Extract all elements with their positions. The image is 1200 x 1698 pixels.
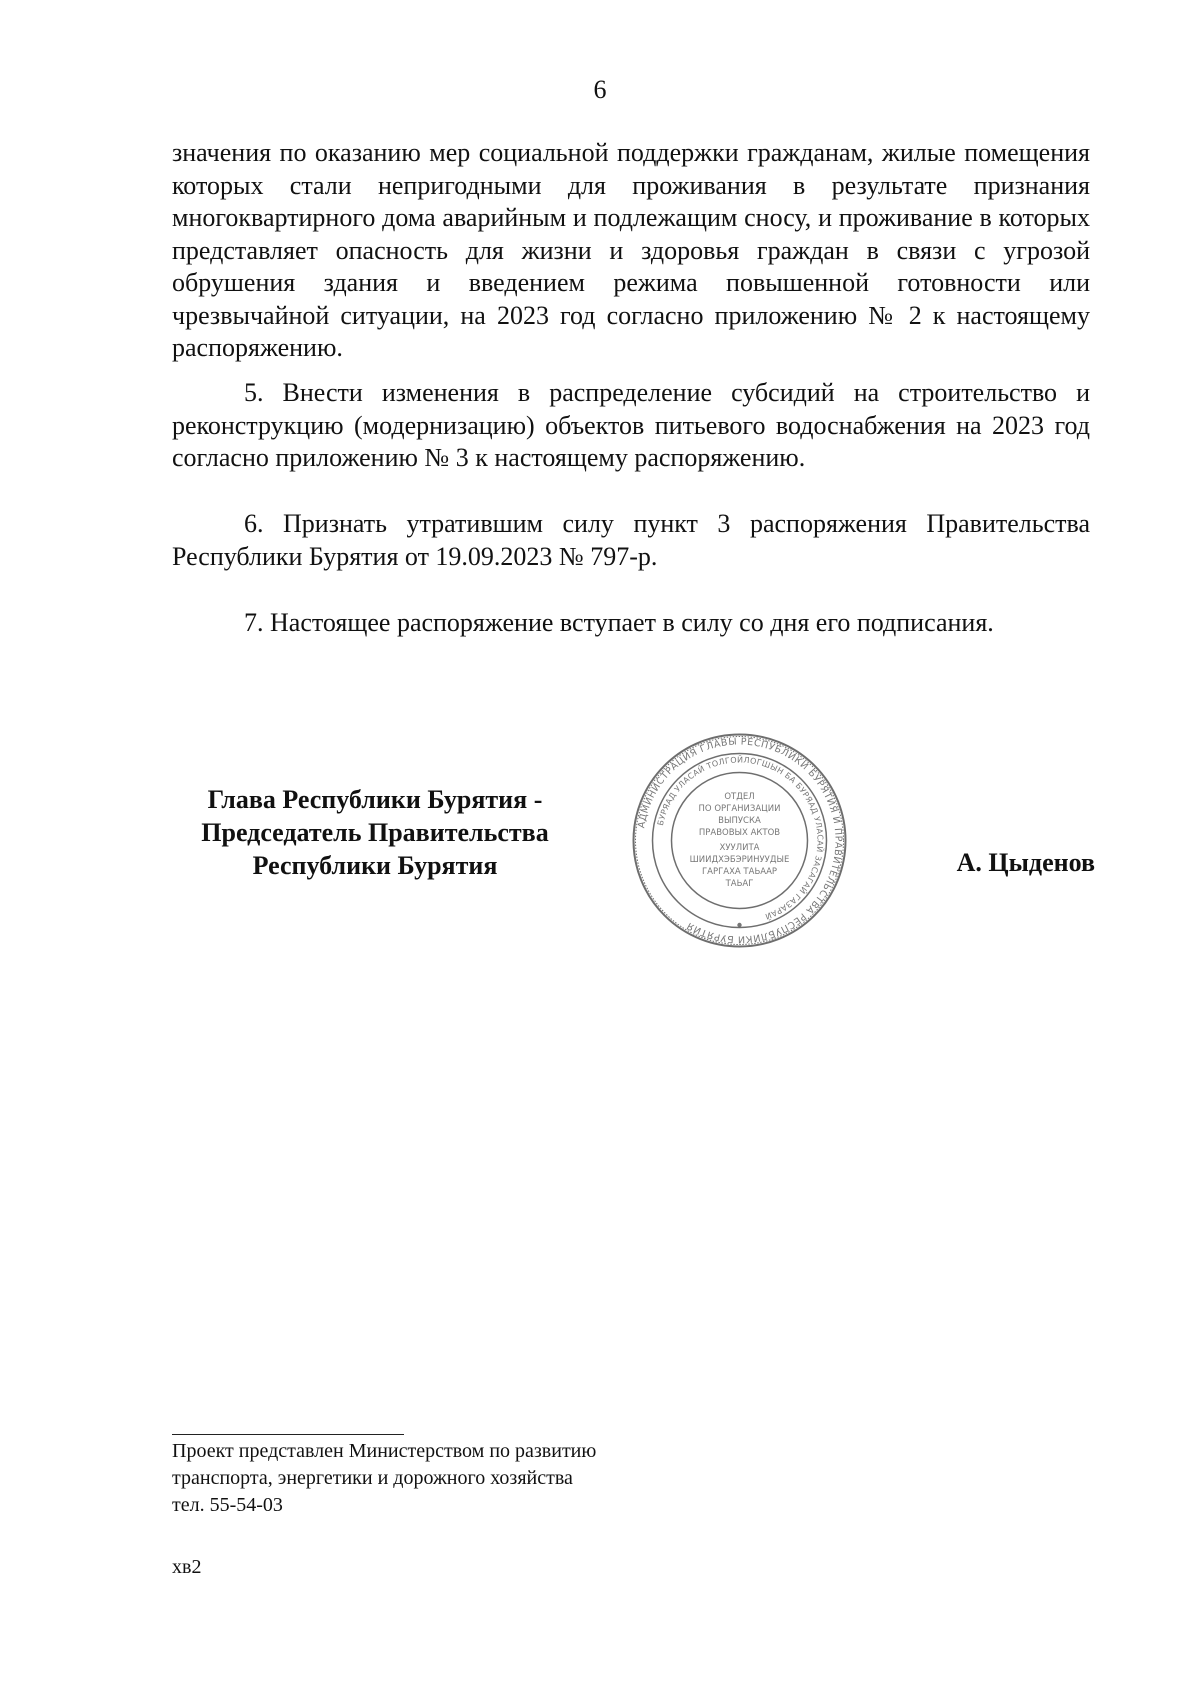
seal-center-line: ПРАВОВЫХ АКТОВ	[698, 828, 781, 838]
signatory-name: А. Цыденов	[956, 848, 1095, 877]
seal-center-line: ТАЬАГ	[725, 879, 754, 889]
svg-text:АДМИНИСТРАЦИЯ ГЛАВЫ РЕСПУБЛИКИ	[636, 736, 843, 944]
signatory-title-line: Республики Бурятия	[252, 851, 498, 880]
seal-center-line: ХУУЛИТА	[719, 843, 760, 853]
seal-center-line: ШИИДХЭБЭРИНУУДЫЕ	[689, 855, 790, 865]
paragraph-continuation: значения по оказанию мер социальной поддержки гражданам, жилые помещения которых стали непригодными для проживания в результате признания многоквартирного дома аварийным и подлежащим сносу, и проживание в которых представляет опасность для жизни и здоровья граждан в связи с угрозой обрушения здания и введением режима повышенной готовности или чрезвычайной ситуации, на 2023 год согласно приложению № 2 к настоящему распоряжению.	[172, 138, 1090, 362]
seal-inner-text: БУРЯАД УЛАСАЙ ТОЛГОЙЛОГШЫН БА БУРЯАД УЛАСАЙ ЗАСАГАЙ ГАЗАРАЙ	[655, 755, 825, 922]
seal-center-line: ПО ОРГАНИЗАЦИИ	[698, 804, 781, 814]
footnote-line: тел. 55-54-03	[172, 1494, 283, 1516]
footnote-divider	[172, 1434, 404, 1435]
paragraph-6: 6. Признать утратившим силу пункт 3 распоряжения Правительства Республики Бурятия от 19.09.2023 № 797-р.	[172, 509, 1090, 571]
footnote-line: Проект представлен Министерством по развитию	[172, 1440, 597, 1462]
footnote	[172, 1438, 596, 1519]
official-seal	[632, 733, 847, 948]
signatory-title-line: Глава Республики Бурятия -	[207, 785, 543, 814]
paragraph-5: 5. Внести изменения в распределение субсидий на строительство и реконструкцию (модернизацию) объектов питьевого водоснабжения на 2023 год согласно приложению № 3 к настоящему распоряжению.	[172, 378, 1090, 472]
paragraph-7: 7. Настоящее распоряжение вступает в силу со дня его подписания.	[244, 608, 994, 637]
document-code: хв2	[172, 1556, 202, 1578]
signatory-title-line: Председатель Правительства	[201, 818, 549, 847]
signatory-title	[155, 783, 595, 882]
page-number: 6	[593, 75, 607, 104]
seal-center-line: ОТДЕЛ	[724, 792, 755, 802]
seal-center-line: ГАРГАХА ТАЬААР	[701, 867, 778, 877]
seal-outer-text: АДМИНИСТРАЦИЯ ГЛАВЫ РЕСПУБЛИКИ БУРЯТИЯ И ПРАВИТЕЛЬСТВА РЕСПУБЛИКИ БУРЯТИЯ	[636, 736, 844, 945]
footnote-line: транспорта, энергетики и дорожного хозяйства	[172, 1467, 573, 1489]
seal-center-line: ВЫПУСКА	[718, 816, 761, 826]
